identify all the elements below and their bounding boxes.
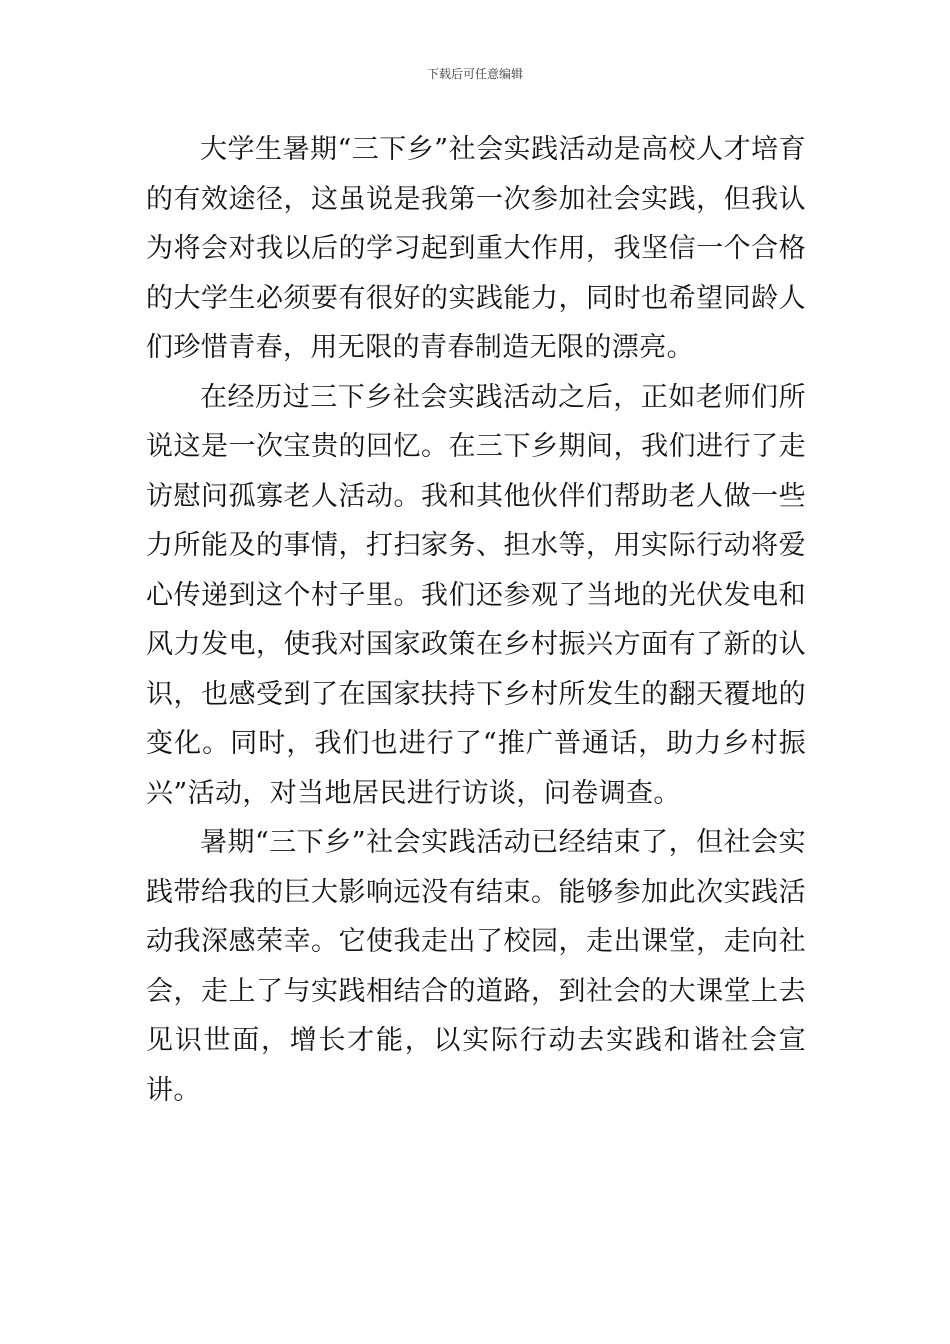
paragraph-2: 在经历过三下乡社会实践活动之后，正如老师们所说这是一次宝贵的回忆。在三下乡期间，我们进行了走访慰问孤寡老人活动。我和其他伙伴们帮助老人做一些力所能及的事情，打扫家务、担水等，用实际行动将爱心传递到这个村子里。我们还参观了当地的光伏发电和风力发电，使我对国家政策在乡村振兴方面有了新的认识，也感受到了在国家扶持下乡村所发生的翻天覆地的变化。同时，我们也进行了“推广普通话，助力乡村振兴”活动，对当地居民进行访谈，问卷调查。 xyxy=(146,381,806,809)
paragraph-1: 大学生暑期“三下乡”社会实践活动是高校人才培育的有效途径，这虽说是我第一次参加社会实践，但我认为将会对我以后的学习起到重大作用，我坚信一个合格的大学生必须要有很好的实践能力，同时也希望同龄人们珍惜青春，用无限的青春制造无限的漂亮。 xyxy=(146,134,806,363)
paragraph-3: 暑期“三下乡”社会实践活动已经结束了，但社会实践带给我的巨大影响远没有结束。能够参加此次实践活动我深感荣幸。它使我走出了校园，走出课堂，走向社会，走上了与实践相结合的道路，到社会的大课堂上去见识世面，增长才能，以实际行动去实践和谐社会宣讲。 xyxy=(146,827,806,1106)
document-body xyxy=(146,125,806,1115)
header-note: 下载后可任意编辑 xyxy=(426,67,523,81)
